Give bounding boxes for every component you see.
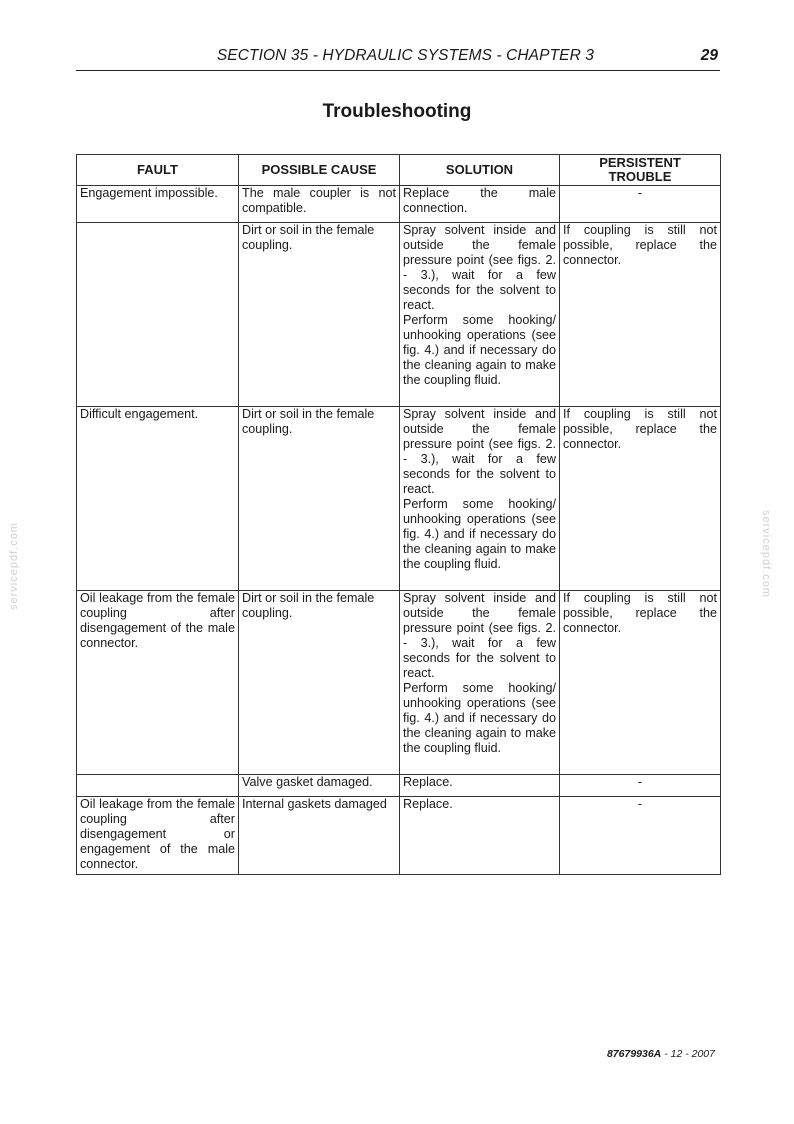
cause-cell: Dirt or soil in the female coupling. xyxy=(239,407,400,591)
fault-cell: Engagement impossible. xyxy=(77,186,239,223)
page-number: 29 xyxy=(700,47,718,64)
cause-cell: Dirt or soil in the female coupling. xyxy=(239,223,400,407)
solution-cell: Replace. xyxy=(400,797,560,875)
solution-cell: Spray solvent inside and outside the female pressure point (see figs. 2. - 3.), wait for a few seconds for the solvent to react. Perform some hooking/ unhooking operations (see fig. 4.) and if necessary do the cleaning again to make the coupling fluid. xyxy=(400,407,560,591)
document-date: - 12 - 2007 xyxy=(664,1048,715,1060)
table-row xyxy=(77,407,721,591)
solution-cell: Replace the male connection. xyxy=(400,186,560,223)
table-row xyxy=(77,223,721,407)
column-header-solution: SOLUTION xyxy=(400,155,560,186)
page-footer xyxy=(607,1048,715,1060)
watermark-right: servicepdf.com xyxy=(760,510,772,598)
cause-cell: The male coupler is not compatible. xyxy=(239,186,400,223)
fault-cell: Difficult engagement. xyxy=(77,407,239,591)
table-row xyxy=(77,797,721,875)
fault-cell: Oil leakage from the female coupling after disengagement of the male connector. xyxy=(77,591,239,775)
fault-cell xyxy=(77,775,239,797)
persistent-cell: If coupling is still not possible, replace the connector. xyxy=(560,223,721,407)
fault-cell: Oil leakage from the female coupling after disengagement or engagement of the male connector. xyxy=(77,797,239,875)
column-header-persistent-trouble xyxy=(560,155,721,186)
column-header-fault: FAULT xyxy=(77,155,239,186)
watermark-left: servicepdf.com xyxy=(8,522,20,610)
cause-cell: Valve gasket damaged. xyxy=(239,775,400,797)
solution-cell: Spray solvent inside and outside the female pressure point (see figs. 2. - 3.), wait for a few seconds for the solvent to react. Perform some hooking/ unhooking operations (see fig. 4.) and if necessary do the cleaning again to make the coupling fluid. xyxy=(400,591,560,775)
section-title: SECTION 35 - HYDRAULIC SYSTEMS - CHAPTER 3 xyxy=(216,47,594,64)
persistent-cell: If coupling is still not possible, replace the connector. xyxy=(560,407,721,591)
solution-cell: Replace. xyxy=(400,775,560,797)
table-header-row xyxy=(77,155,721,186)
persistent-cell: - xyxy=(560,797,721,875)
solution-cell: Spray solvent inside and outside the female pressure point (see figs. 2. - 3.), wait for a few seconds for the solvent to react. Perform some hooking/ unhooking operations (see fig. 4.) and if necessary do the cleaning again to make the coupling fluid. xyxy=(400,223,560,407)
table-row xyxy=(77,186,721,223)
persistent-cell: - xyxy=(560,186,721,223)
persistent-cell: If coupling is still not possible, replace the connector. xyxy=(560,591,721,775)
cause-cell: Dirt or soil in the female coupling. xyxy=(239,591,400,775)
fault-cell xyxy=(77,223,239,407)
persistent-trouble-header-text: PERSISTENT TROUBLE xyxy=(599,155,681,184)
persistent-cell: - xyxy=(560,775,721,797)
table-row xyxy=(77,775,721,797)
troubleshooting-table xyxy=(76,154,721,875)
table-row xyxy=(77,591,721,775)
column-header-possible-cause: POSSIBLE CAUSE xyxy=(239,155,400,186)
cause-cell: Internal gaskets damaged xyxy=(239,797,400,875)
page-header xyxy=(76,44,720,71)
document-number: 87679936A xyxy=(606,1048,662,1060)
page-title: Troubleshooting xyxy=(322,101,472,122)
